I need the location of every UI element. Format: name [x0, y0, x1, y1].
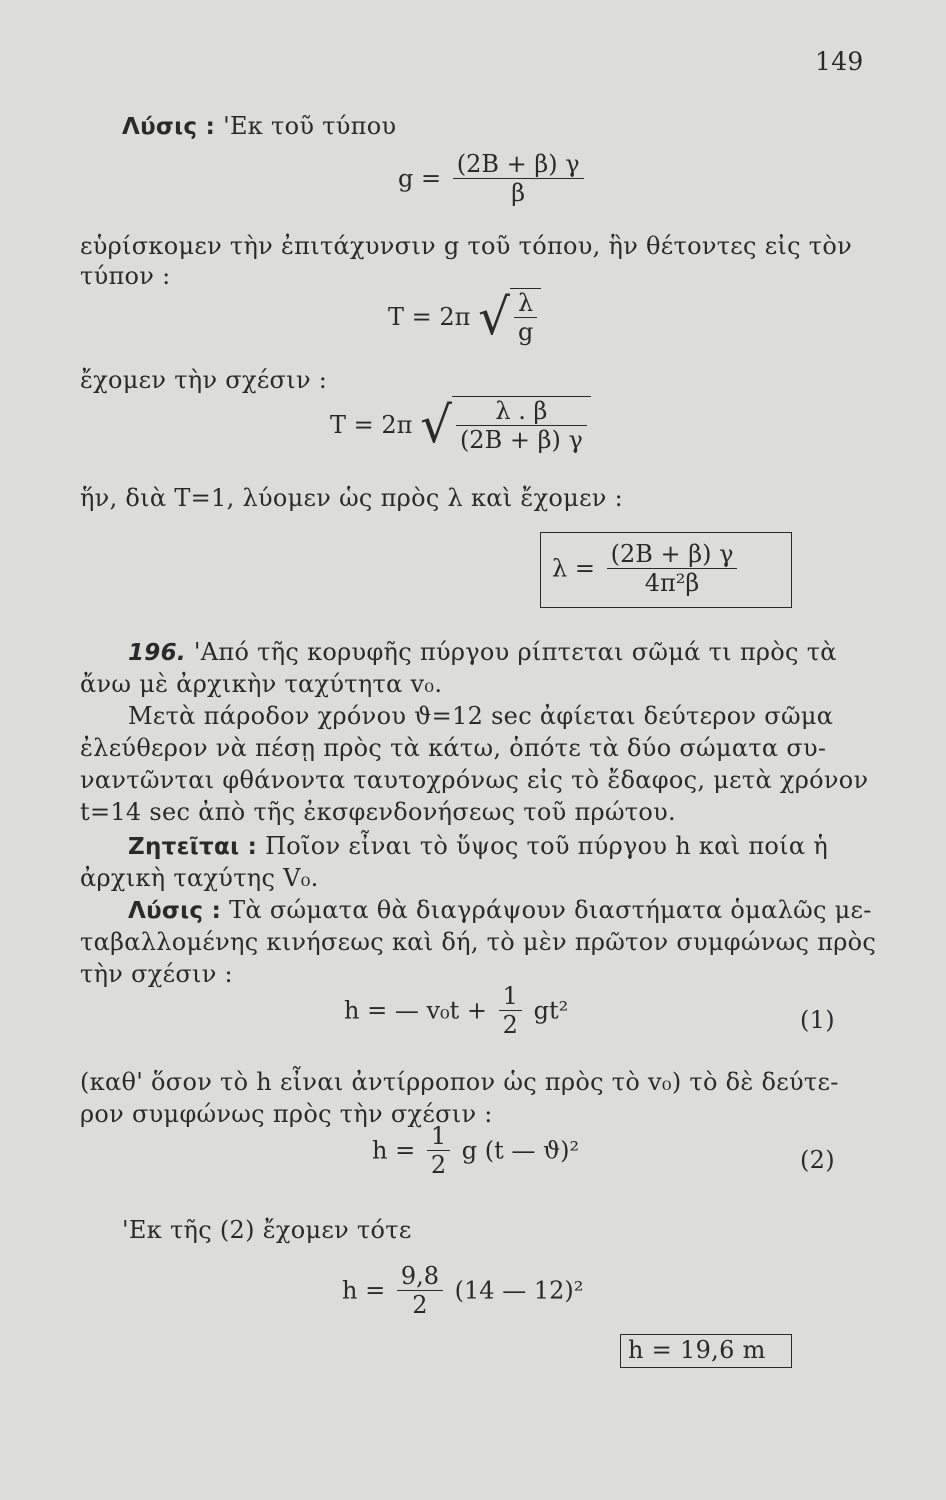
eq1-numerator: 1: [499, 982, 522, 1011]
problem-line: ναντῶνται φθάνοντα ταυτοχρόνως εἰς τὸ ἔδαφος, μετὰ χρόνον: [80, 766, 869, 794]
equation-tag-1: (1): [800, 1006, 835, 1034]
eq2-denominator: 2: [430, 1151, 447, 1179]
sqrt-symbol: √ $\frac{\lambda . \beta}{(2B + \beta) \gamma}$: [420, 396, 591, 454]
equation-3: [342, 1262, 583, 1319]
text-line: εὑρίσκομεν τὴν ἐπιτάχυνσιν g τοῦ τόπου, ἣν θέτοντες εἰς τὸν: [80, 232, 853, 260]
page-number: 149: [815, 47, 864, 76]
eq3-denominator: 2: [412, 1291, 428, 1319]
solution-line: ταβαλλομένης κινήσεως καὶ δή, τὸ μὲν πρῶτον συμφώνως πρὸς: [80, 928, 877, 956]
result-h: h = 19,6 m: [628, 1336, 766, 1364]
asked-line: [128, 832, 828, 861]
problem-line: ἐλεύθερον νὰ πέσῃ πρὸς τὰ κάτω, ὁπότε τὰ δύο σώματα συ-: [80, 734, 827, 762]
solution-intro-text: 'Εκ τοῦ τύπου: [223, 112, 397, 140]
eq-g-denominator: β: [511, 179, 526, 207]
problem-line: t=14 sec ἀπὸ τῆς ἐκσφενδονήσεως τοῦ πρώτου.: [80, 798, 676, 826]
solution-label-2: Λύσις :: [128, 898, 222, 924]
solution-line: τὴν σχέσιν :: [80, 960, 233, 988]
equation-1: [344, 982, 568, 1039]
asked-label: Ζητεῖται :: [128, 834, 258, 860]
text-line: 'Εκ τῆς (2) ἔχομεν τότε: [122, 1216, 412, 1244]
equation-T1: [388, 288, 541, 346]
text-line: (καθ' ὅσον τὸ h εἶναι ἀντίρροπον ὡς πρὸς τὸ v₀) τὸ δὲ δεύτε-: [80, 1068, 839, 1096]
eq3-rhs: (14 — 12)²: [454, 1276, 584, 1305]
equation-lambda: [552, 540, 741, 597]
problem-line: Μετὰ πάροδον χρόνου ϑ=12 sec ἀφίεται δεύτερον σῶμα: [128, 702, 834, 730]
eq-T1-denominator: g: [517, 318, 534, 346]
text-line: τύπον :: [80, 262, 171, 290]
problem-line: ἄνω μὲ ἀρχικὴν ταχύτητα v₀.: [80, 670, 443, 698]
solution-line: [128, 896, 872, 925]
solution-text: Τὰ σώματα θὰ διαγράψουν διαστήματα ὁμαλῶς με-: [229, 896, 872, 924]
eq-T2-lhs: T = 2π: [330, 411, 413, 439]
eq-g-fraction: [453, 150, 584, 207]
text-line: ρον συμφώνως πρὸς τὴν σχέσιν :: [80, 1100, 493, 1128]
problem-text: 'Από τῆς κορυφῆς πύργου ρίπτεται σῶμά τι πρὸς τὰ: [193, 638, 837, 666]
eq2-lhs: h =: [372, 1136, 416, 1165]
eq-g-numerator: (2B + β) γ: [453, 150, 584, 179]
eq1-fraction: [499, 982, 522, 1039]
sqrt-symbol: √ $\frac{\lambda}{g}$: [478, 288, 541, 346]
eq2-rhs: g (t — ϑ)²: [461, 1136, 580, 1165]
text-line: ἔχομεν τὴν σχέσιν :: [80, 366, 328, 394]
equation-tag-2: (2): [800, 1146, 835, 1174]
asked-line: ἀρχικὴ ταχύτης V₀.: [80, 864, 319, 892]
eq2-numerator: 1: [427, 1122, 450, 1151]
asked-text: Ποῖον εἶναι τὸ ὕψος τοῦ πύργου h καὶ ποία ἡ: [265, 832, 829, 860]
eq1-lhs: h = — v₀t +: [344, 996, 488, 1025]
eq-g-lhs: g =: [398, 164, 442, 193]
eq2-fraction: [427, 1122, 450, 1179]
equation-2: [372, 1122, 579, 1179]
eq-T1-fraction: [514, 289, 537, 346]
solution-intro: [122, 112, 396, 141]
text-line: ἥν, διὰ T=1, λύομεν ὡς πρὸς λ καὶ ἔχομεν :: [80, 484, 624, 512]
eq-T1-lhs: T = 2π: [388, 303, 471, 331]
eq-lambda-lhs: λ =: [552, 554, 595, 583]
eq-T2-denominator: (2B + β) γ: [459, 426, 583, 454]
problem-number: 196.: [128, 640, 186, 666]
equation-g: [398, 150, 588, 207]
equation-T2: [330, 396, 591, 454]
eq3-lhs: h =: [342, 1276, 386, 1305]
eq3-numerator: 9,8: [397, 1262, 443, 1291]
eq-lambda-numerator: (2B + β) γ: [607, 540, 738, 569]
eq-lambda-denominator: 4π²β: [644, 569, 700, 597]
eq-lambda-fraction: [607, 540, 738, 597]
eq1-denominator: 2: [502, 1011, 518, 1039]
eq3-fraction: [397, 1262, 443, 1319]
solution-label: Λύσις :: [122, 114, 216, 140]
problem-line: [128, 638, 837, 667]
eq1-rhs: gt²: [533, 996, 569, 1025]
eq-T1-numerator: λ: [514, 289, 537, 318]
eq-T2-numerator: λ . β: [456, 397, 587, 426]
eq-T2-fraction: [456, 397, 587, 454]
